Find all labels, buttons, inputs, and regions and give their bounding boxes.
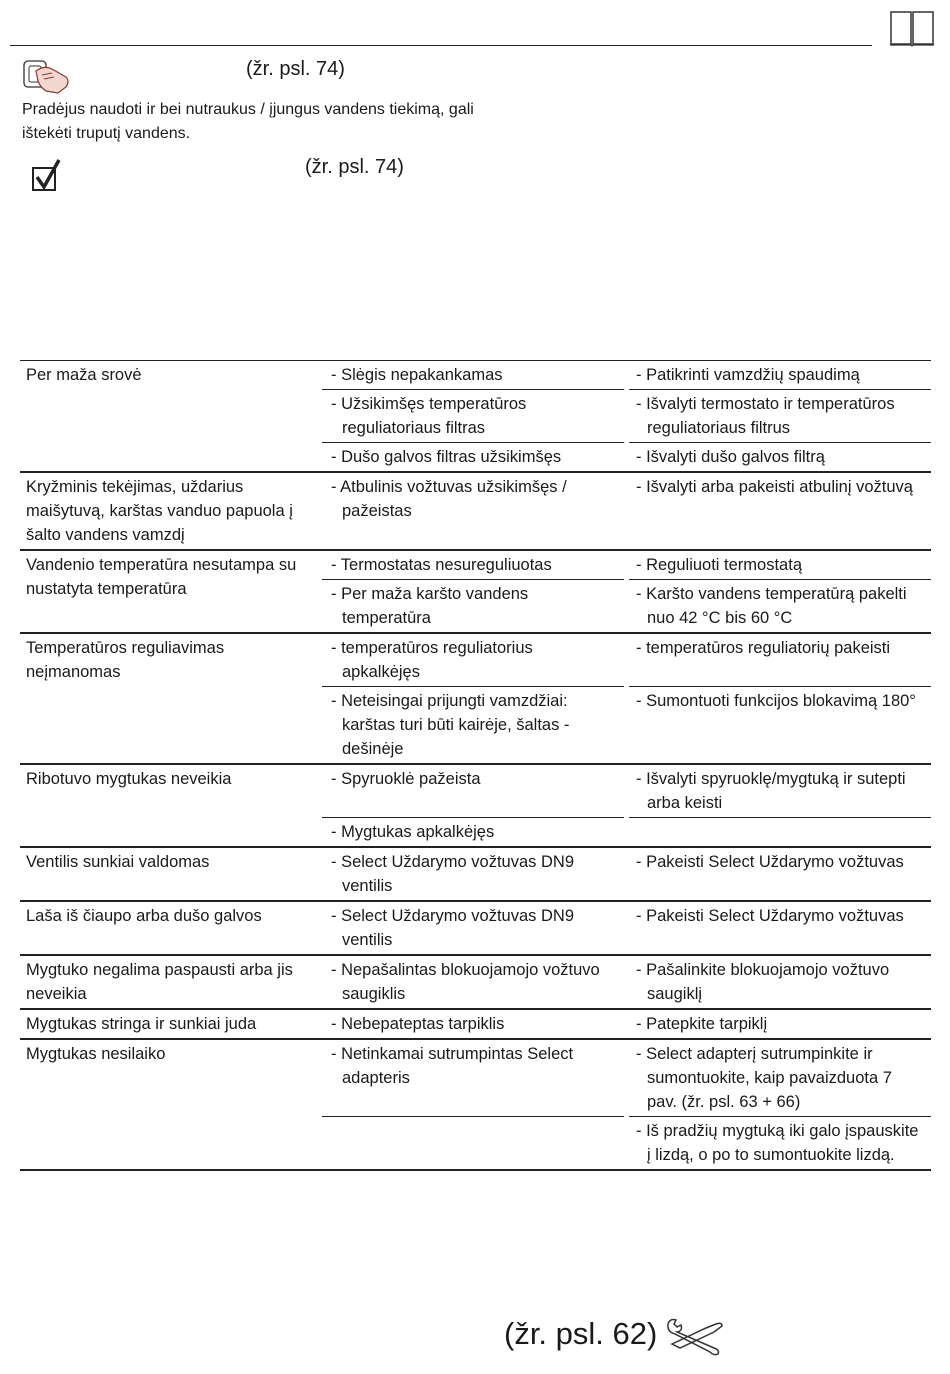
cause-remedy-group xyxy=(322,473,931,549)
cause-remedy-pair xyxy=(322,765,931,818)
cause-remedy-group xyxy=(322,361,931,471)
cause-cell: - Dušo galvos filtras užsikimšęs xyxy=(331,448,562,466)
cause-remedy-group xyxy=(322,765,931,846)
remedy-cell: - Iš pradžių mygtuką iki galo įspauskite į lizdą, o po to sumontuokite lizdą. xyxy=(636,1122,919,1164)
problem-cell: Mygtukas nesilaiko xyxy=(26,1045,166,1063)
cause-remedy-pair xyxy=(322,390,931,443)
cause-remedy-pair xyxy=(322,634,931,687)
problem-cell: Temperatūros reguliavimas neįmanomas xyxy=(26,639,225,681)
troubleshooting-table xyxy=(20,360,931,1171)
page-reference: (žr. psl. 74) xyxy=(246,58,345,80)
cause-remedy-pair xyxy=(322,580,931,632)
cause-cell: - Neteisingai prijungti vamzdžiai: karštas turi būti kairėje, šaltas - dešinėje xyxy=(331,692,570,758)
cause-remedy-group xyxy=(322,1010,931,1038)
cause-cell: - Nebepateptas tarpiklis xyxy=(331,1015,505,1033)
cause-cell: - Užsikimšęs temperatūros reguliatoriaus filtras xyxy=(322,390,624,443)
cause-remedy-pair xyxy=(322,551,931,580)
installation-note: Pradėjus naudoti ir bei nutraukus / įjungus vandens tiekimą, gali ištekėti truputį vandens. xyxy=(22,101,474,142)
cause-cell: - Select Uždarymo vožtuvas DN9 ventilis xyxy=(331,853,574,895)
problem-cell: Ribotuvo mygtukas neveikia xyxy=(26,770,232,788)
remedy-cell: - Išvalyti dušo galvos filtrą xyxy=(636,448,825,466)
table-row xyxy=(20,848,931,902)
cause-cell: - Spyruoklė pažeista xyxy=(322,765,624,818)
table-row xyxy=(20,473,931,551)
remedy-cell: - temperatūros reguliatorių pakeisti xyxy=(629,634,931,687)
cause-remedy-group xyxy=(322,551,931,632)
cause-cell: - temperatūros reguliatorius apkalkėjęs xyxy=(322,634,624,687)
open-book-icon xyxy=(889,11,935,52)
problem-cell: Vandenio temperatūra nesutampa su nustatyta temperatūra xyxy=(26,556,297,598)
cause-remedy-pair xyxy=(322,1040,931,1117)
cause-remedy-pair xyxy=(322,848,931,900)
page-reference: (žr. psl. 74) xyxy=(305,156,404,178)
cause-cell: - Slėgis nepakankamas xyxy=(322,361,624,390)
problem-cell: Laša iš čiaupo arba dušo galvos xyxy=(26,907,262,925)
cause-remedy-group xyxy=(322,1040,931,1169)
cause-cell: - Netinkamai sutrumpintas Select adapteris xyxy=(322,1040,624,1117)
cause-remedy-pair xyxy=(322,1010,931,1038)
table-row xyxy=(20,1010,931,1040)
table-row xyxy=(20,634,931,765)
remedy-cell: - Patepkite tarpiklį xyxy=(636,1015,768,1033)
remedy-cell xyxy=(629,818,931,846)
remedy-cell: - Išvalyti spyruoklę/mygtuką ir sutepti arba keisti xyxy=(629,765,931,818)
problem-cell: Kryžminis tekėjimas, uždarius maišytuvą, karštas vanduo papuola į šalto vandens vamzdį xyxy=(26,478,293,544)
problem-cell: Per maža srovė xyxy=(26,366,142,384)
problem-cell: Ventilis sunkiai valdomas xyxy=(26,853,210,871)
table-row xyxy=(20,1040,931,1171)
cause-cell: - Termostatas nesureguliuotas xyxy=(322,551,624,580)
remedy-cell: - Karšto vandens temperatūrą pakelti nuo 42 °C bis 60 °C xyxy=(636,585,907,627)
cause-remedy-pair xyxy=(322,687,931,763)
cause-cell: - Per maža karšto vandens temperatūra xyxy=(331,585,529,627)
page-reference: (žr. psl. 62) xyxy=(504,1316,658,1351)
wrench-screwdriver-icon xyxy=(664,1316,726,1363)
table-row xyxy=(20,361,931,473)
problem-cell: Mygtuko negalima paspausti arba jis neveikia xyxy=(26,961,293,1003)
remedy-cell: - Sumontuoti funkcijos blokavimą 180° xyxy=(636,692,916,710)
problem-cell: Mygtukas stringa ir sunkiai juda xyxy=(26,1015,257,1033)
cause-cell: - Mygtukas apkalkėjęs xyxy=(331,823,495,841)
remedy-cell: - Reguliuoti termostatą xyxy=(629,551,931,580)
remedy-cell: - Select adapterį sutrumpinkite ir sumontuokite, kaip pavaizduota 7 pav. (žr. psl. 63 + 66) xyxy=(629,1040,931,1117)
header-rule xyxy=(10,45,872,46)
cause-remedy-pair xyxy=(322,361,931,390)
hand-pressing-icon xyxy=(22,57,72,100)
cause-remedy-pair xyxy=(322,818,931,846)
cause-remedy-group xyxy=(322,634,931,763)
remedy-cell: - Pašalinkite blokuojamojo vožtuvo saugiklį xyxy=(636,961,890,1003)
cause-remedy-group xyxy=(322,902,931,954)
remedy-cell: - Pakeisti Select Uždarymo vožtuvas xyxy=(636,907,904,925)
cause-remedy-group xyxy=(322,848,931,900)
cause-cell: - Atbulinis vožtuvas užsikimšęs / pažeistas xyxy=(331,478,567,520)
remedy-cell: - Pakeisti Select Uždarymo vožtuvas xyxy=(636,853,904,871)
cause-remedy-pair xyxy=(322,473,931,525)
cause-remedy-group xyxy=(322,956,931,1008)
table-row xyxy=(20,902,931,956)
cause-cell: - Select Uždarymo vožtuvas DN9 ventilis xyxy=(331,907,574,949)
cause-cell xyxy=(322,1117,624,1169)
cause-cell: - Nepašalintas blokuojamojo vožtuvo saugiklis xyxy=(331,961,600,1003)
remedy-cell: - Patikrinti vamzdžių spaudimą xyxy=(629,361,931,390)
checkbox-checked-icon xyxy=(31,158,63,199)
remedy-cell: - Išvalyti termostato ir temperatūros reguliatoriaus filtrus xyxy=(629,390,931,443)
cause-remedy-pair xyxy=(322,1117,931,1169)
table-row xyxy=(20,551,931,634)
table-row xyxy=(20,956,931,1010)
cause-remedy-pair xyxy=(322,902,931,954)
remedy-cell: - Išvalyti arba pakeisti atbulinį vožtuvą xyxy=(636,478,913,496)
cause-remedy-pair xyxy=(322,443,931,471)
cause-remedy-pair xyxy=(322,956,931,1008)
table-row xyxy=(20,765,931,848)
